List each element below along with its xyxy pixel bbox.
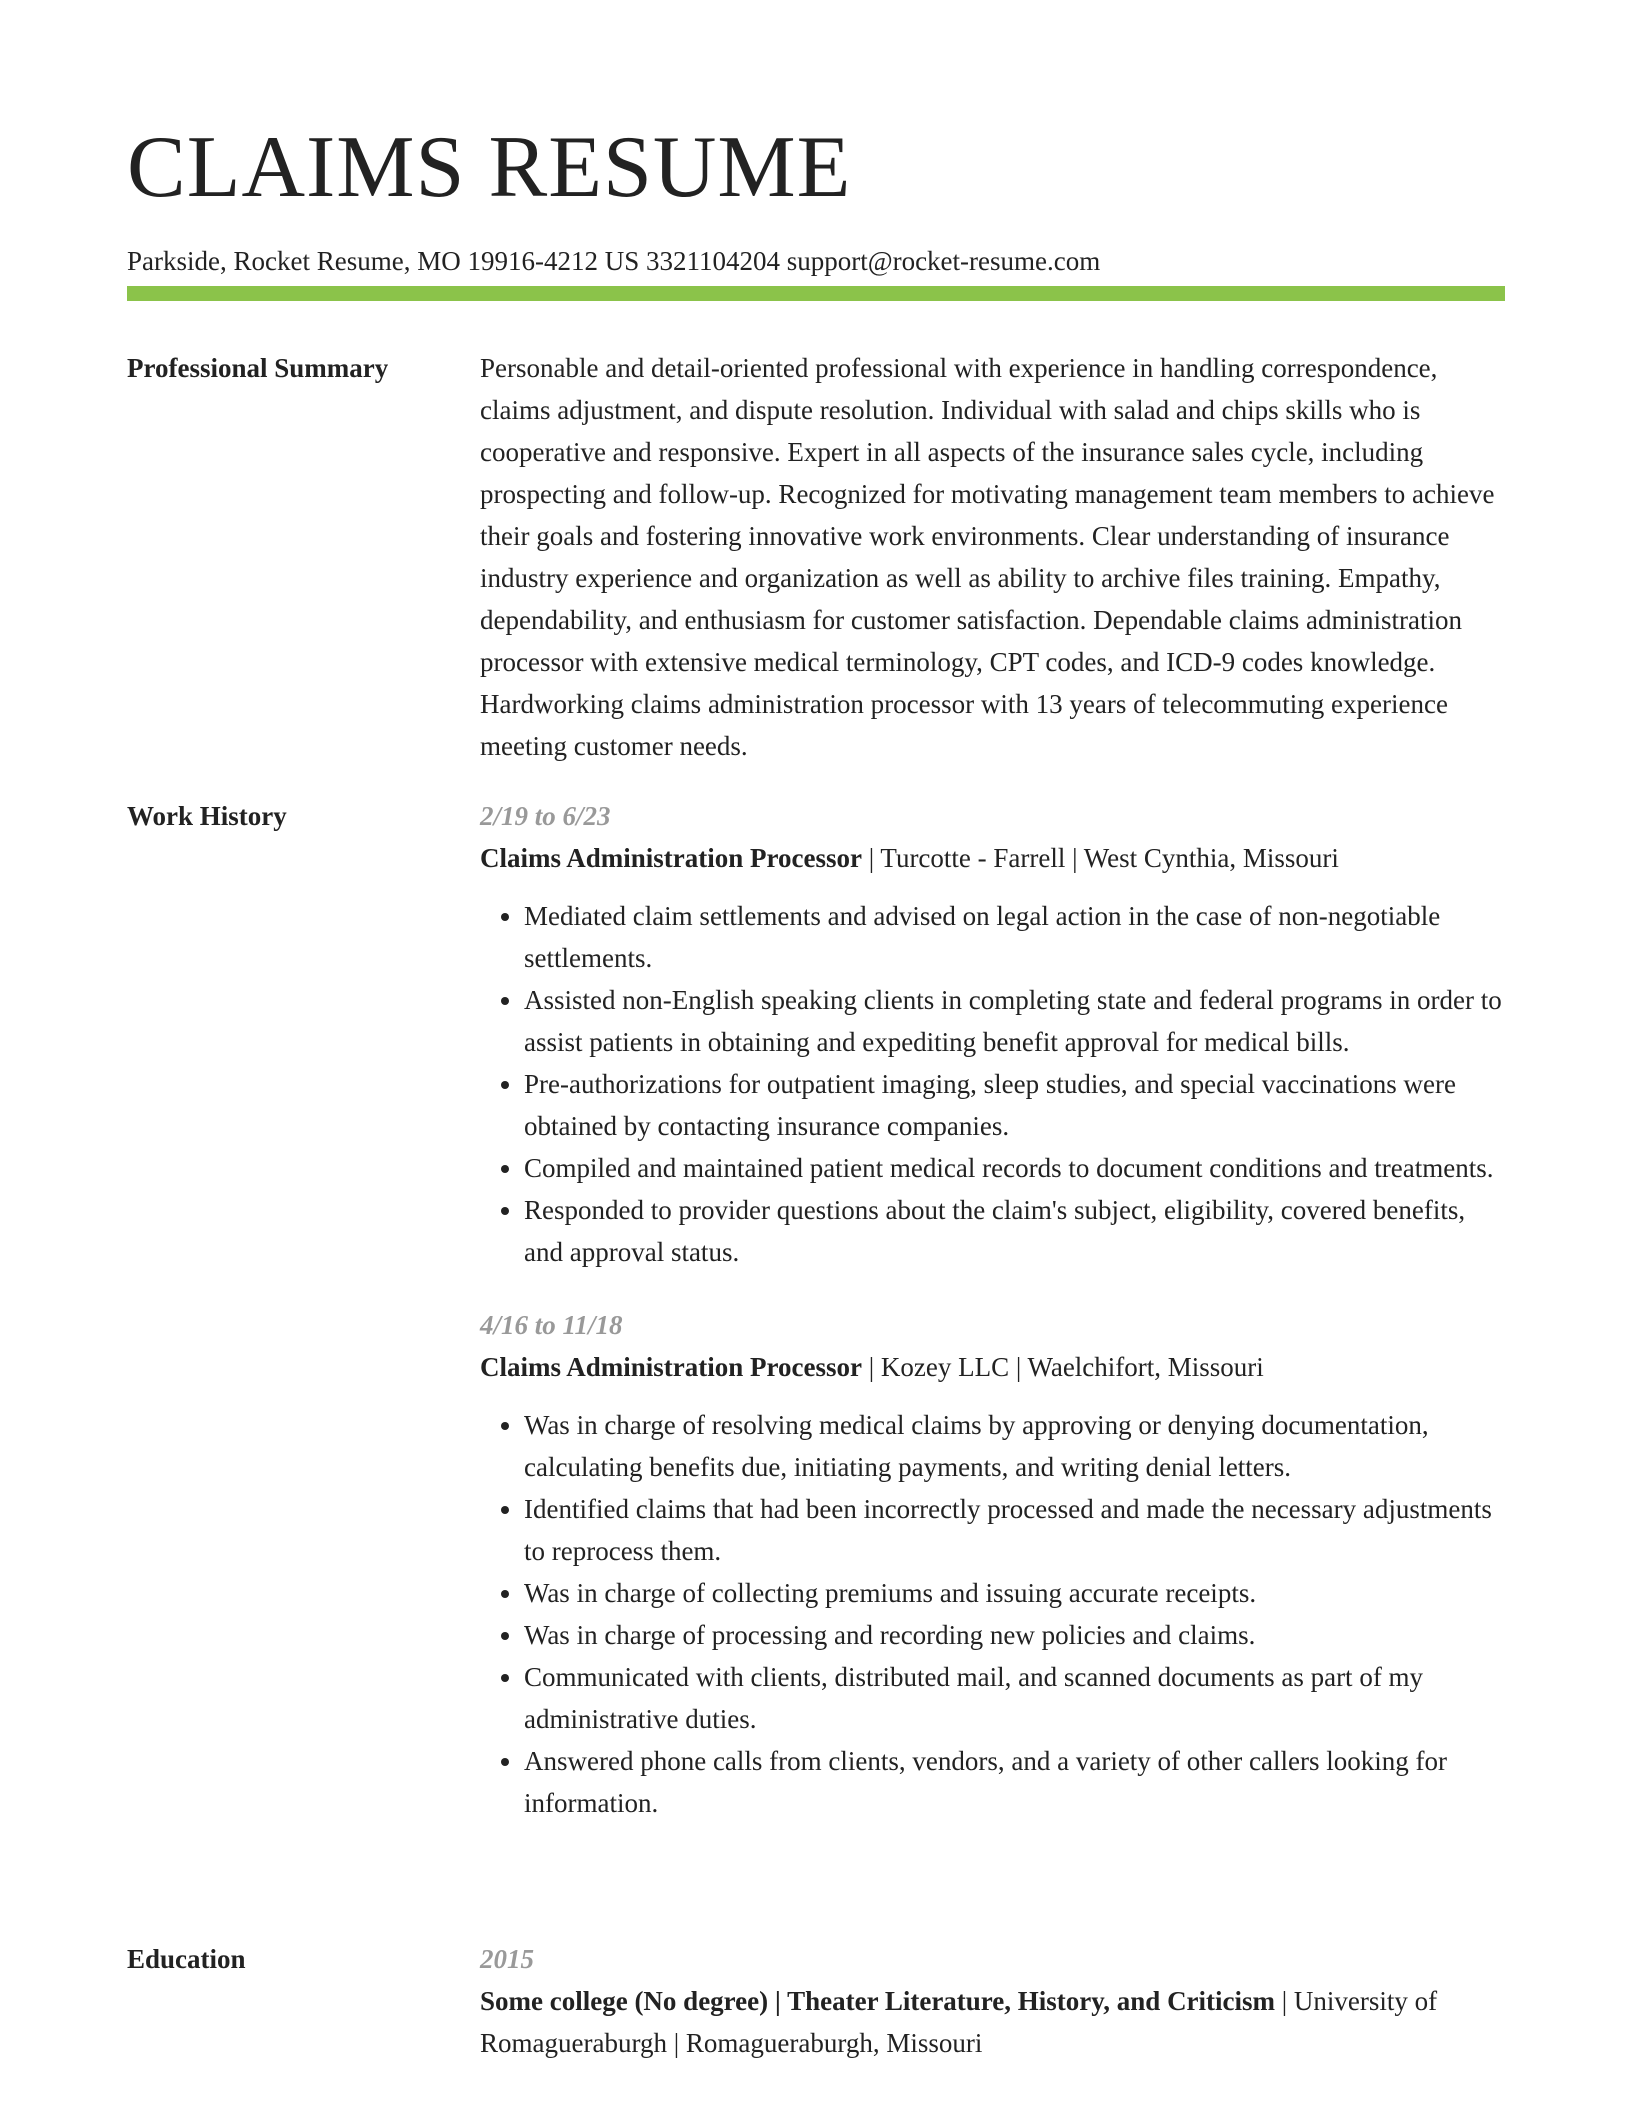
- job-bullet: • Pre-authorizations for outpatient imaging, sleep studies, and special vaccinations were obtained by contacting insurance companies.: [524, 1063, 1505, 1147]
- job-bullet: • Answered phone calls from clients, vendors, and a variety of other callers looking for information.: [524, 1740, 1505, 1824]
- job-bullet: • Compiled and maintained patient medical records to document conditions and treatments.: [524, 1147, 1505, 1189]
- job-bullet: • Communicated with clients, distributed mail, and scanned documents as part of my administrative duties.: [524, 1656, 1505, 1740]
- job-dates: 2/19 to 6/23: [480, 801, 611, 831]
- job-dates: 4/16 to 11/18: [480, 1310, 623, 1340]
- job-bullet: • Was in charge of collecting premiums and issuing accurate receipts.: [524, 1572, 1505, 1614]
- job-title: Claims Administration Processor: [480, 843, 862, 873]
- job-bullet: • Responded to provider questions about the claim's subject, eligibility, covered benefits, and approval status.: [524, 1189, 1505, 1273]
- education-heading: [480, 1980, 1505, 2064]
- section-label-work-history: Work History: [127, 801, 287, 831]
- job-details: | Turcotte - Farrell | West Cynthia, Missouri: [861, 843, 1339, 873]
- summary-text: Personable and detail-oriented professional with experience in handling correspondence, claims adjustment, and dispute resolution. Individual with salad and chips skills who is cooperative and responsive. Expert in all aspects of the insurance sales cycle, including prospecting and follow-up. Recognized for motivating management team members to achieve their goals and fostering innovative work environments. Clear understanding of insurance industry experience and organization as well as ability to archive files training. Empathy, dependability, and enthusiasm for customer satisfaction. Dependable claims administration processor with extensive medical terminology, CPT codes, and ICD-9 codes knowledge. Hardworking claims administration processor with 13 years of telecommuting experience meeting customer needs.: [480, 353, 1495, 761]
- resume-title: CLAIMS RESUME: [127, 119, 852, 216]
- job-bullet: • Was in charge of resolving medical claims by approving or denying documentation, calculating benefits due, initiating payments, and writing denial letters.: [524, 1404, 1505, 1488]
- job-bullet: • Was in charge of processing and recording new policies and claims.: [524, 1614, 1505, 1656]
- section-label-summary: Professional Summary: [127, 353, 389, 383]
- education-body: [480, 1938, 1505, 2064]
- accent-divider: [127, 286, 1505, 301]
- job-bullet-list: [480, 1404, 1505, 1824]
- work-history-body: [480, 795, 1505, 1824]
- education-year: 2015: [480, 1944, 534, 1974]
- job-bullet: • Assisted non-English speaking clients in completing state and federal programs in order to assist patients in obtaining and expediting benefit approval for medical bills.: [524, 979, 1505, 1063]
- job-bullet: • Mediated claim settlements and advised on legal action in the case of non-negotiable settlements.: [524, 895, 1505, 979]
- education-details: | University of Romagueraburgh | Romagueraburgh, Missouri: [480, 1986, 1438, 2058]
- job-bullet: • Identified claims that had been incorrectly processed and made the necessary adjustments to reprocess them.: [524, 1488, 1505, 1572]
- job-title: Claims Administration Processor: [480, 1352, 862, 1382]
- job-heading: [480, 1346, 1505, 1388]
- job-details: | Kozey LLC | Waelchifort, Missouri: [861, 1352, 1264, 1382]
- section-label-education: Education: [127, 1944, 246, 1974]
- education-degree: Some college (No degree) | Theater Literature, History, and Criticism: [480, 1986, 1276, 2016]
- job-entry: [480, 1304, 1505, 1824]
- job-bullet-list: [480, 895, 1505, 1273]
- contact-line: Parkside, Rocket Resume, MO 19916-4212 US 3321104204 support@rocket-resume.com: [127, 246, 1101, 276]
- resume-header: [127, 118, 1505, 278]
- job-entry: [480, 795, 1505, 1273]
- job-heading: [480, 837, 1505, 879]
